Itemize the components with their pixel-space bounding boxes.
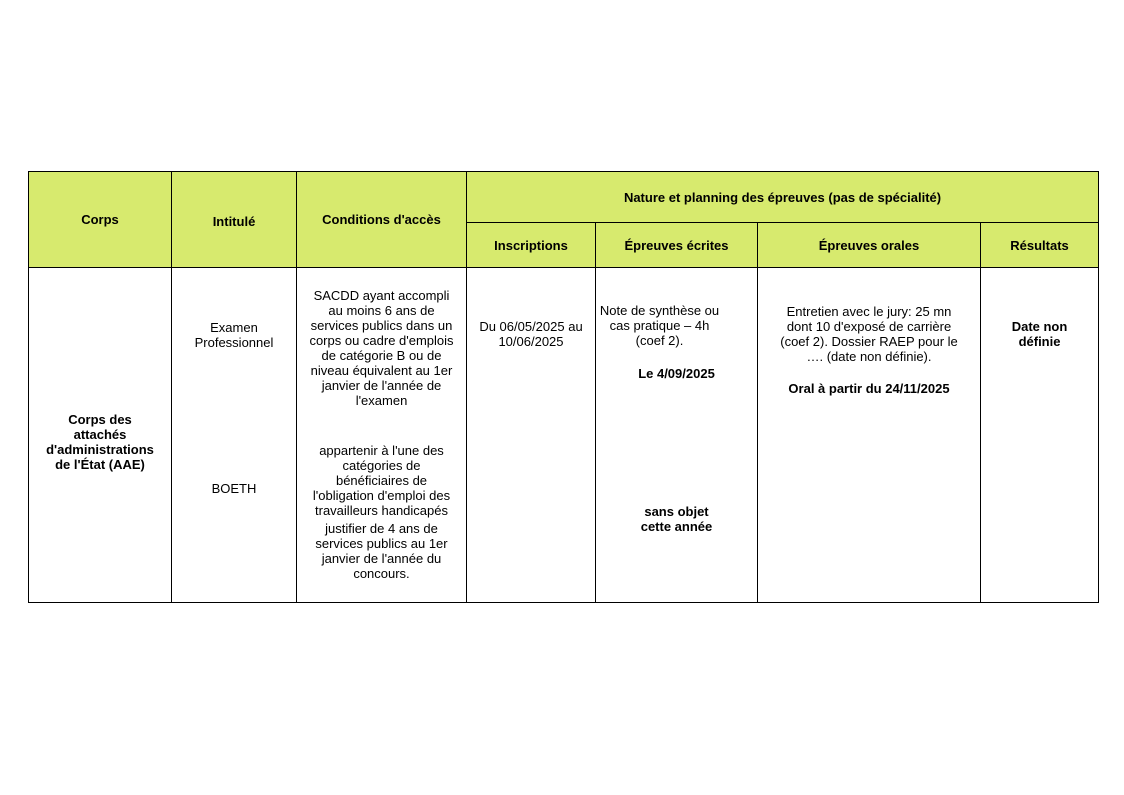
table-row — [29, 268, 1099, 603]
header-inscriptions: Inscriptions — [467, 223, 596, 268]
cell-resultats — [981, 268, 1099, 603]
corps-name — [37, 412, 163, 472]
intitule-examen-professionnel — [172, 320, 296, 350]
inscriptions-period — [467, 319, 595, 349]
intitule-boeth: BOETH — [211, 481, 257, 496]
conditions-line: l'obligation d'emploi des — [312, 488, 451, 503]
resultats-date — [981, 319, 1098, 349]
orales-date: Oral à partir du 24/11/2025 — [788, 381, 950, 396]
header-conditions: Conditions d'accès — [297, 172, 467, 268]
corps-line: d'administrations — [46, 442, 154, 457]
ecrites-boeth-line: cette année — [640, 519, 713, 534]
conditions-line: janvier de l'année du — [321, 551, 442, 566]
header-corps: Corps — [29, 172, 172, 268]
orales-line: dont 10 d'exposé de carrière — [786, 319, 952, 334]
exam-planning-table — [28, 171, 1099, 603]
cell-inscriptions — [467, 268, 596, 603]
orales-description — [770, 304, 968, 364]
header-intitule — [172, 172, 297, 268]
cell-orales — [758, 268, 981, 603]
conditions-line: services publics au 1er — [315, 536, 448, 551]
header-ecrites: Épreuves écrites — [596, 223, 758, 268]
header-orales: Épreuves orales — [758, 223, 981, 268]
header-resultats: Résultats — [981, 223, 1099, 268]
conditions-line: appartenir à l'une des — [319, 443, 444, 458]
conditions-examen — [297, 288, 466, 408]
inscriptions-line: 10/06/2025 — [498, 334, 564, 349]
ecrites-line: (coef 2). — [635, 333, 684, 348]
header-row-1 — [29, 172, 1099, 223]
conditions-line: SACDD ayant accompli — [313, 288, 450, 303]
conditions-line: au moins 6 ans de — [328, 303, 435, 318]
ecrites-boeth — [596, 504, 757, 534]
cell-corps — [29, 268, 172, 603]
conditions-line: bénéficiaires de — [335, 473, 428, 488]
corps-line: de l'État (AAE) — [55, 457, 145, 472]
resultats-line: Date non — [1011, 319, 1068, 334]
intitule-line: Professionnel — [194, 335, 274, 350]
conditions-boeth-services — [297, 521, 466, 581]
inscriptions-line: Du 06/05/2025 au — [479, 319, 583, 334]
conditions-line: janvier de l'année de — [321, 378, 442, 393]
header-nature: Nature et planning des épreuves (pas de spécialité) — [467, 172, 1099, 223]
conditions-line: concours. — [353, 566, 410, 581]
conditions-line: travailleurs handicapés — [315, 503, 448, 518]
orales-line: …. (date non définie). — [806, 349, 932, 364]
conditions-line: justifier de 4 ans de — [325, 521, 438, 536]
conditions-line: corps ou cadre d'emplois — [309, 333, 454, 348]
ecrites-line: cas pratique – 4h — [609, 318, 710, 333]
cell-conditions — [297, 268, 467, 603]
cell-intitule — [172, 268, 297, 603]
ecrites-boeth-line: sans objet — [644, 504, 709, 519]
corps-line: Corps des — [68, 412, 132, 427]
corps-line: attachés — [73, 427, 127, 442]
conditions-line: services publics dans un — [310, 318, 453, 333]
header-intitule-label: Intitulé — [212, 214, 256, 229]
orales-line: Entretien avec le jury: 25 mn — [786, 304, 952, 319]
conditions-line: catégories de — [342, 458, 421, 473]
conditions-boeth-categories — [297, 443, 466, 518]
ecrites-date: Le 4/09/2025 — [638, 366, 715, 381]
conditions-line: niveau équivalent au 1er — [310, 363, 453, 378]
intitule-line: Examen — [210, 320, 258, 335]
conditions-line: de catégorie B ou de — [321, 348, 442, 363]
conditions-line: l'examen — [355, 393, 408, 408]
cell-ecrites — [596, 268, 758, 603]
ecrites-line: Note de synthèse ou — [599, 303, 720, 318]
orales-line: (coef 2). Dossier RAEP pour le — [780, 334, 958, 349]
ecrites-description — [596, 303, 723, 348]
resultats-line: définie — [1018, 334, 1061, 349]
